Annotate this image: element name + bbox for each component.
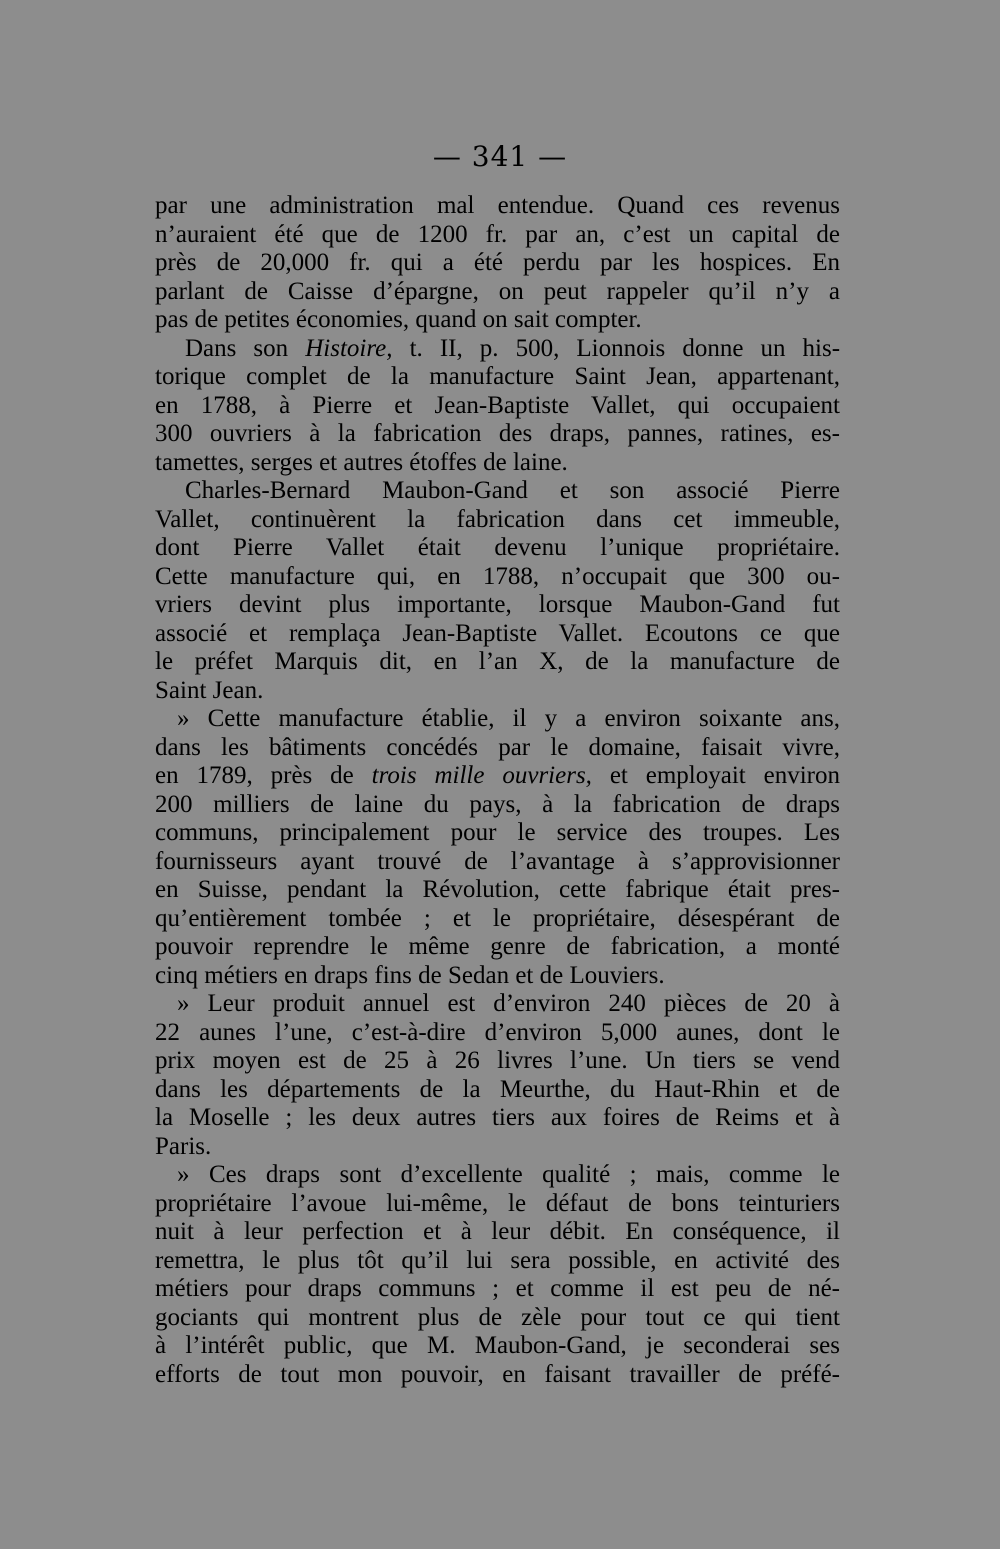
text-line: le préfet Marquis dit, en l’an X, de la manufacture de bbox=[155, 648, 840, 675]
text-line: 22 aunes l’une, c’est-à-dire d’environ 5,000 aunes, dont le bbox=[155, 1018, 840, 1046]
text-line: Vallet, continuèrent la fabrication dans cet immeuble, bbox=[155, 505, 840, 533]
text-line: tamettes, serges et autres étoffes de laine. bbox=[155, 448, 568, 476]
text-line: parlant de Caisse d’épargne, on peut rappeler qu’il n’y a bbox=[155, 277, 840, 305]
text-line: pas de petites économies, quand on sait compter. bbox=[155, 306, 642, 333]
text-line: pouvoir reprendre le même genre de fabrication, a monté bbox=[155, 933, 840, 960]
text-line: fournisseurs ayant trouvé de l’avantage à s’approvisionner bbox=[155, 847, 840, 875]
text-line: torique complet de la manufacture Saint Jean, appartenant, bbox=[155, 363, 840, 390]
text-line bbox=[155, 335, 840, 364]
text-line: qu’entièrement tombée ; et le propriétaire, désespérant de bbox=[155, 904, 840, 932]
text-line: la Moselle ; les deux autres tiers aux foires de Reims et à bbox=[155, 1104, 840, 1131]
text-line: nuit à leur perfection et à leur débit. En conséquence, il bbox=[155, 1218, 840, 1245]
page-number: — 341 — bbox=[432, 140, 568, 173]
body-text bbox=[155, 192, 840, 1389]
text-line: dont Pierre Vallet était devenu l’unique propriétaire. bbox=[155, 534, 840, 561]
text-line: n’auraient été que de 1200 fr. par an, c’est un capital de bbox=[155, 220, 840, 248]
text-line: Saint Jean. bbox=[155, 676, 264, 704]
text-line: Charles-Bernard Maubon-Gand et son associé Pierre bbox=[185, 477, 840, 504]
text-line: gociants qui montrent plus de zèle pour tout ce qui tient bbox=[155, 1303, 840, 1331]
text-line: » Ces draps sont d’excellente qualité ; mais, comme le bbox=[177, 1161, 840, 1188]
text-line: cinq métiers en draps fins de Sedan et de Louviers. bbox=[155, 961, 665, 989]
text-line bbox=[155, 762, 840, 791]
text-line: communs, principalement pour le service des troupes. Les bbox=[155, 819, 840, 846]
text-line: » Cette manufacture établie, il y a environ soixante ans, bbox=[177, 705, 840, 732]
italic-phrase: trois mille ouvriers, bbox=[371, 762, 592, 789]
text-line: remettra, le plus tôt qu’il lui sera possible, en activité des bbox=[155, 1246, 840, 1274]
text-segment: et employait environ bbox=[609, 762, 840, 789]
text-line: par une administration mal entendue. Quand ces revenus bbox=[155, 192, 840, 219]
text-segment: Dans son bbox=[185, 334, 289, 362]
text-line: efforts de tout mon pouvoir, en faisant travailler de préfé- bbox=[155, 1360, 840, 1388]
text-line: 300 ouvriers à la fabrication des draps, pannes, ratines, es- bbox=[155, 420, 840, 447]
text-line: dans les bâtiments concédés par le domaine, faisait vivre, bbox=[155, 733, 840, 761]
text-line: 200 milliers de laine du pays, à la fabrication de draps bbox=[155, 790, 840, 818]
text-line: associé et remplaça Jean-Baptiste Vallet. Ecoutons ce que bbox=[155, 619, 840, 647]
text-line: vriers devint plus importante, lorsque Maubon-Gand fut bbox=[155, 591, 840, 618]
text-line: propriétaire l’avoue lui-même, le défaut de bons teinturiers bbox=[155, 1189, 840, 1217]
text-line: Paris. bbox=[155, 1132, 212, 1160]
text-line: » Leur produit annuel est d’environ 240 pièces de 20 à bbox=[177, 990, 840, 1017]
text-line: Cette manufacture qui, en 1788, n’occupait que 300 ou- bbox=[155, 562, 840, 590]
text-line: près de 20,000 fr. qui a été perdu par les hospices. En bbox=[155, 249, 840, 276]
text-segment: t. II, p. 500, Lionnois donne un his- bbox=[409, 334, 841, 362]
italic-title: Histoire, bbox=[305, 334, 393, 362]
text-line: à l’intérêt public, que M. Maubon-Gand, je seconderai ses bbox=[155, 1332, 840, 1359]
text-line: en Suisse, pendant la Révolution, cette fabrique était pres- bbox=[155, 876, 840, 903]
text-line: dans les départements de la Meurthe, du Haut-Rhin et de bbox=[155, 1075, 840, 1103]
text-segment: en 1789, près de bbox=[155, 762, 354, 789]
text-line: en 1788, à Pierre et Jean-Baptiste Vallet, qui occupaient bbox=[155, 391, 840, 419]
text-line: prix moyen est de 25 à 26 livres l’une. Un tiers se vend bbox=[155, 1047, 840, 1074]
text-line: métiers pour draps communs ; et comme il est peu de né- bbox=[155, 1275, 840, 1302]
